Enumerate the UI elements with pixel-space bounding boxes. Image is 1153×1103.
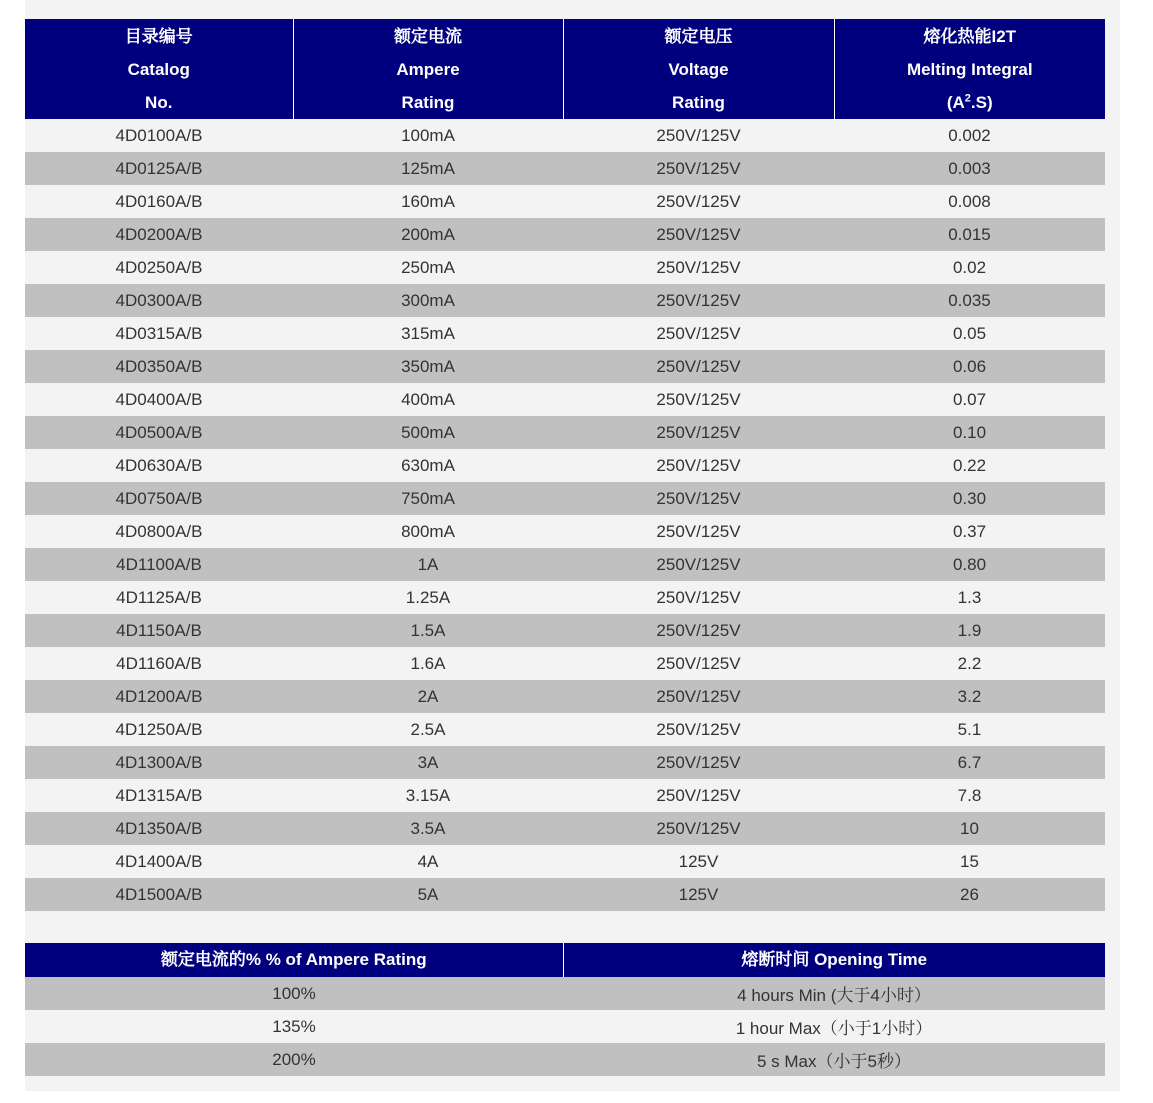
cell-percent-rating: 135% — [25, 1010, 563, 1043]
cell-ampere-rating: 200mA — [293, 218, 563, 251]
cell-catalog-no: 4D0800A/B — [25, 515, 293, 548]
cell-voltage-rating: 250V/125V — [563, 548, 834, 581]
cell-catalog-no: 4D0100A/B — [25, 119, 293, 152]
cell-catalog-no: 4D1500A/B — [25, 878, 293, 911]
cell-ampere-rating: 750mA — [293, 482, 563, 515]
cell-catalog-no: 4D0630A/B — [25, 449, 293, 482]
cell-ampere-rating: 125mA — [293, 152, 563, 185]
cell-ampere-rating: 500mA — [293, 416, 563, 449]
table-row — [25, 647, 1105, 680]
header-row — [25, 19, 1105, 119]
cell-melting-integral: 0.80 — [834, 548, 1105, 581]
table-row — [25, 1043, 1105, 1076]
cell-catalog-no: 4D1100A/B — [25, 548, 293, 581]
table-row — [25, 977, 1105, 1010]
cell-ampere-rating: 3.15A — [293, 779, 563, 812]
cell-ampere-rating: 315mA — [293, 317, 563, 350]
cell-catalog-no: 4D1400A/B — [25, 845, 293, 878]
header-row — [25, 943, 1105, 977]
header-en: No. — [145, 92, 173, 112]
cell-ampere-rating: 1.25A — [293, 581, 563, 614]
cell-melting-integral: 0.22 — [834, 449, 1105, 482]
cell-voltage-rating: 250V/125V — [563, 251, 834, 284]
cell-ampere-rating: 400mA — [293, 383, 563, 416]
cell-voltage-rating: 250V/125V — [563, 482, 834, 515]
table-row — [25, 713, 1105, 746]
cell-voltage-rating: 250V/125V — [563, 647, 834, 680]
cell-voltage-rating: 250V/125V — [563, 218, 834, 251]
cell-melting-integral: 0.05 — [834, 317, 1105, 350]
cell-voltage-rating: 250V/125V — [563, 779, 834, 812]
header-cn: 目录编号 — [124, 26, 193, 46]
rating-table-body — [25, 119, 1105, 911]
table-row — [25, 416, 1105, 449]
table-row — [25, 482, 1105, 515]
cell-melting-integral: 0.30 — [834, 482, 1105, 515]
cell-voltage-rating: 250V/125V — [563, 416, 834, 449]
table-row — [25, 1010, 1105, 1043]
table-row — [25, 779, 1105, 812]
cell-catalog-no: 4D0315A/B — [25, 317, 293, 350]
cell-catalog-no: 4D0300A/B — [25, 284, 293, 317]
table-row — [25, 515, 1105, 548]
cell-catalog-no: 4D0500A/B — [25, 416, 293, 449]
cell-percent-rating: 200% — [25, 1043, 563, 1076]
cell-ampere-rating: 800mA — [293, 515, 563, 548]
cell-ampere-rating: 1.5A — [293, 614, 563, 647]
cell-melting-integral: 0.06 — [834, 350, 1105, 383]
table-row — [25, 284, 1105, 317]
cell-catalog-no: 4D0200A/B — [25, 218, 293, 251]
cell-melting-integral: 3.2 — [834, 680, 1105, 713]
cell-voltage-rating: 250V/125V — [563, 515, 834, 548]
cell-melting-integral: 0.008 — [834, 185, 1105, 218]
cell-voltage-rating: 250V/125V — [563, 350, 834, 383]
cell-voltage-rating: 250V/125V — [563, 680, 834, 713]
cell-voltage-rating: 250V/125V — [563, 152, 834, 185]
header-unit — [835, 86, 1106, 119]
header-en: Rating — [672, 92, 725, 112]
cell-voltage-rating: 125V — [563, 878, 834, 911]
cell-opening-time: 5 s Max（小于5秒） — [563, 1043, 1105, 1076]
header-catalog-no — [25, 19, 293, 119]
cell-melting-integral: 6.7 — [834, 746, 1105, 779]
opening-table-body — [25, 977, 1105, 1076]
cell-melting-integral: 0.003 — [834, 152, 1105, 185]
header-cn: 额定电流 — [394, 26, 462, 46]
header-opening-time: 熔断时间 Opening Time — [563, 943, 1105, 977]
cell-opening-time: 1 hour Max（小于1小时） — [563, 1010, 1105, 1043]
cell-ampere-rating: 1A — [293, 548, 563, 581]
cell-ampere-rating: 2A — [293, 680, 563, 713]
cell-melting-integral: 0.035 — [834, 284, 1105, 317]
table-row — [25, 218, 1105, 251]
cell-ampere-rating: 250mA — [293, 251, 563, 284]
cell-melting-integral: 5.1 — [834, 713, 1105, 746]
table-row — [25, 251, 1105, 284]
cell-ampere-rating: 3.5A — [293, 812, 563, 845]
cell-ampere-rating: 300mA — [293, 284, 563, 317]
header-en: Melting Integral — [906, 59, 1033, 79]
cell-ampere-rating: 350mA — [293, 350, 563, 383]
cell-melting-integral: 0.02 — [834, 251, 1105, 284]
cell-voltage-rating: 250V/125V — [563, 746, 834, 779]
fuse-rating-table — [25, 19, 1105, 911]
unit-superscript: 2 — [964, 91, 971, 104]
cell-voltage-rating: 125V — [563, 845, 834, 878]
opening-time-table — [25, 943, 1105, 1076]
table-row — [25, 152, 1105, 185]
cell-ampere-rating: 5A — [293, 878, 563, 911]
cell-melting-integral: 2.2 — [834, 647, 1105, 680]
header-en: Ampere — [396, 59, 460, 79]
table-row — [25, 317, 1105, 350]
cell-voltage-rating: 250V/125V — [563, 614, 834, 647]
cell-voltage-rating: 250V/125V — [563, 185, 834, 218]
header-cn: 熔化热能I2T — [923, 26, 1017, 46]
header-voltage-rating — [563, 19, 834, 119]
unit-prefix: (A — [946, 92, 965, 112]
cell-ampere-rating: 4A — [293, 845, 563, 878]
cell-melting-integral: 0.10 — [834, 416, 1105, 449]
table-row — [25, 746, 1105, 779]
table-row — [25, 614, 1105, 647]
cell-voltage-rating: 250V/125V — [563, 449, 834, 482]
cell-ampere-rating: 630mA — [293, 449, 563, 482]
table-row — [25, 845, 1105, 878]
cell-voltage-rating: 250V/125V — [563, 383, 834, 416]
cell-ampere-rating: 100mA — [293, 119, 563, 152]
cell-ampere-rating: 2.5A — [293, 713, 563, 746]
cell-voltage-rating: 250V/125V — [563, 713, 834, 746]
header-en: Catalog — [127, 59, 190, 79]
cell-percent-rating: 100% — [25, 977, 563, 1010]
cell-opening-time: 4 hours Min (大于4小时） — [563, 977, 1105, 1010]
cell-melting-integral: 0.002 — [834, 119, 1105, 152]
cell-melting-integral: 1.9 — [834, 614, 1105, 647]
cell-catalog-no: 4D0125A/B — [25, 152, 293, 185]
cell-catalog-no: 4D1250A/B — [25, 713, 293, 746]
cell-voltage-rating: 250V/125V — [563, 812, 834, 845]
header-melting-integral — [834, 19, 1105, 119]
cell-catalog-no: 4D1125A/B — [25, 581, 293, 614]
cell-catalog-no: 4D0400A/B — [25, 383, 293, 416]
cell-ampere-rating: 3A — [293, 746, 563, 779]
table-row — [25, 878, 1105, 911]
cell-ampere-rating: 1.6A — [293, 647, 563, 680]
header-en: Voltage — [668, 59, 729, 79]
cell-melting-integral: 15 — [834, 845, 1105, 878]
table-row — [25, 119, 1105, 152]
table-row — [25, 680, 1105, 713]
cell-melting-integral: 10 — [834, 812, 1105, 845]
cell-melting-integral: 0.37 — [834, 515, 1105, 548]
table-row — [25, 548, 1105, 581]
unit-suffix: .S) — [970, 92, 993, 112]
cell-catalog-no: 4D0250A/B — [25, 251, 293, 284]
table-row — [25, 812, 1105, 845]
cell-melting-integral: 26 — [834, 878, 1105, 911]
header-percent-ampere-rating: 额定电流的% % of Ampere Rating — [25, 943, 563, 977]
table-row — [25, 449, 1105, 482]
cell-voltage-rating: 250V/125V — [563, 317, 834, 350]
header-en: Rating — [401, 92, 455, 112]
header-ampere-rating — [293, 19, 563, 119]
table-row — [25, 185, 1105, 218]
cell-catalog-no: 4D1350A/B — [25, 812, 293, 845]
cell-catalog-no: 4D1300A/B — [25, 746, 293, 779]
header-cn: 额定电压 — [664, 26, 733, 46]
cell-catalog-no: 4D0350A/B — [25, 350, 293, 383]
cell-ampere-rating: 160mA — [293, 185, 563, 218]
cell-catalog-no: 4D1200A/B — [25, 680, 293, 713]
cell-melting-integral: 0.07 — [834, 383, 1105, 416]
cell-voltage-rating: 250V/125V — [563, 581, 834, 614]
cell-voltage-rating: 250V/125V — [563, 284, 834, 317]
table-row — [25, 383, 1105, 416]
cell-catalog-no: 4D0160A/B — [25, 185, 293, 218]
cell-melting-integral: 0.015 — [834, 218, 1105, 251]
cell-voltage-rating: 250V/125V — [563, 119, 834, 152]
cell-catalog-no: 4D1150A/B — [25, 614, 293, 647]
cell-melting-integral: 7.8 — [834, 779, 1105, 812]
cell-melting-integral: 1.3 — [834, 581, 1105, 614]
cell-catalog-no: 4D0750A/B — [25, 482, 293, 515]
table-row — [25, 350, 1105, 383]
cell-catalog-no: 4D1315A/B — [25, 779, 293, 812]
table-row — [25, 581, 1105, 614]
cell-catalog-no: 4D1160A/B — [25, 647, 293, 680]
